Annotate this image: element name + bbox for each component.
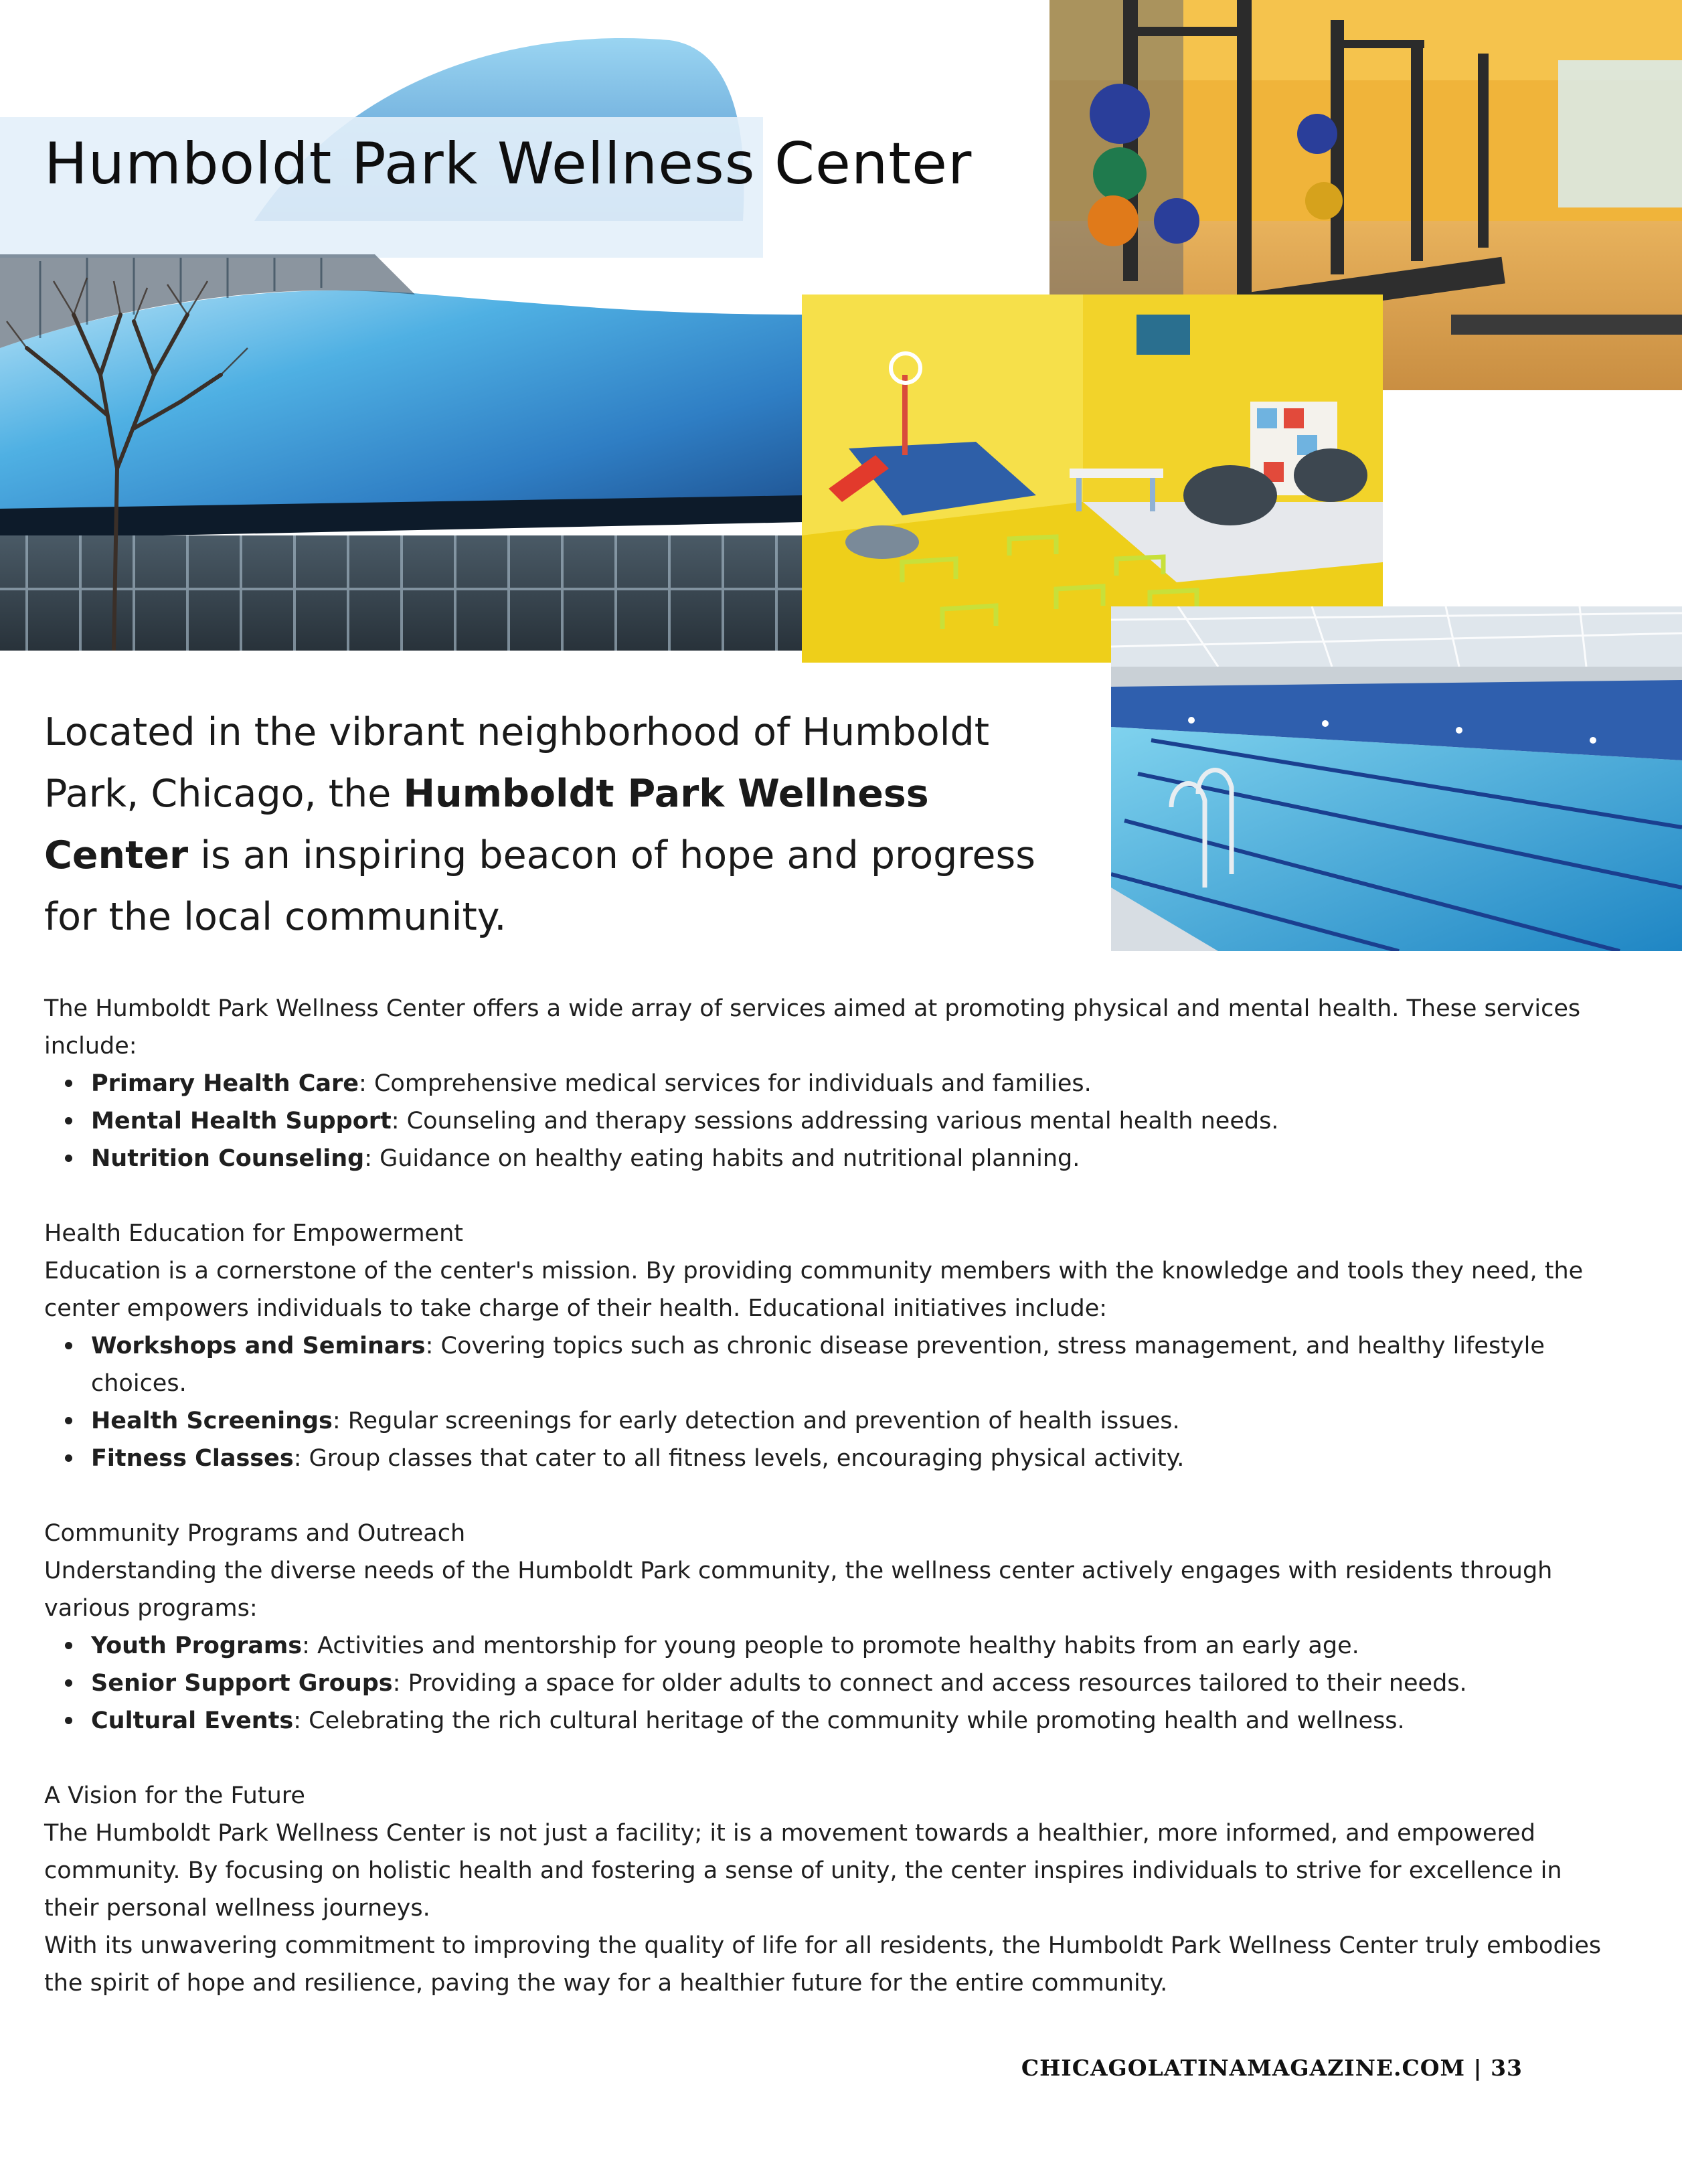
list-item-term: Senior Support Groups [91,1670,393,1697]
list-item-term: Cultural Events [91,1707,294,1734]
building-exterior-photo [0,0,803,651]
article-body [44,990,1610,2002]
list-item [91,1402,1610,1440]
page-title: Humboldt Park Wellness Center [44,131,973,197]
page-number: 33 [1491,2055,1523,2081]
list-item-text: : Providing a space for older adults to connect and access resources tailored to their needs. [392,1670,1467,1697]
list-item [91,1065,1610,1102]
list-item-text: : Counseling and therapy sessions addressing various mental health needs. [391,1108,1279,1135]
list-item-text: : Guidance on healthy eating habits and nutritional planning. [364,1145,1080,1172]
section-gap [44,1177,1610,1215]
intro-text-after: is an inspiring beacon of hope and progress for the local community. [44,833,1035,939]
list-item [91,1665,1610,1702]
intro-paragraph [44,701,1068,948]
education-lead: Education is a cornerstone of the center's mission. By providing community members with the knowledge and tools they need, the center empowers individuals to take charge of their health. Educational initiatives include: [44,1258,1584,1322]
footer-site-link[interactable]: CHICAGOLATINAMAGAZINE.COM [1021,2055,1466,2081]
vision-paragraph-1: The Humboldt Park Wellness Center is not just a facility; it is a movement towards a healthier, more informed, and empowered community. By focusing on holistic health and fostering a sense of unity, the center inspires individuals to strive for excellence in their personal wellness journeys. [44,1820,1562,1922]
list-item-term: Primary Health Care [91,1070,359,1097]
list-item-text: : Celebrating the rich cultural heritage of the community while promoting health and wellness. [293,1707,1405,1734]
list-item-text: : Group classes that cater to all fitness levels, encouraging physical activity. [293,1445,1185,1472]
education-list [44,1327,1610,1477]
intro-text-before: Located in the vibrant neighborhood of Humboldt Park, Chicago, the [44,710,990,816]
list-item [91,1102,1610,1140]
list-item-term: Youth Programs [91,1632,303,1659]
list-item-term: Workshops and Seminars [91,1333,426,1359]
section-gap [44,1740,1610,1777]
footer-separator: | [1473,2055,1483,2081]
list-item-text: : Regular screenings for early detection and prevention of health issues. [332,1408,1180,1434]
community-lead: Understanding the diverse needs of the Humboldt Park community, the wellness center actively engages with residents through various programs: [44,1558,1553,1622]
list-item-text: : Comprehensive medical services for individuals and families. [359,1070,1092,1097]
vision-paragraph-2: With its unwavering commitment to improving the quality of life for all residents, the Humboldt Park Wellness Center truly embodies the spirit of hope and resilience, paving the way for a healthier future for the entire community. [44,1932,1602,1997]
list-item-text: : Activities and mentorship for young people to promote healthy habits from an early age. [302,1632,1359,1659]
community-heading: Community Programs and Outreach [44,1520,466,1547]
list-item-term: Health Screenings [91,1408,333,1434]
page-footer [1014,2055,1523,2081]
education-heading: Health Education for Empowerment [44,1220,463,1247]
list-item-term: Mental Health Support [91,1108,392,1135]
community-list [44,1627,1610,1740]
list-item-term: Nutrition Counseling [91,1145,365,1172]
list-item-term: Fitness Classes [91,1445,294,1472]
list-item [91,1327,1610,1402]
list-item-text: : Covering topics such as chronic disease prevention, stress management, and healthy lifestyle choices. [91,1333,1545,1397]
section-gap [44,1477,1610,1515]
vision-heading: A Vision for the Future [44,1782,305,1809]
indoor-pool-photo [1111,606,1682,951]
services-lead: The Humboldt Park Wellness Center offers a wide array of services aimed at promoting physical and mental health. These services include: [44,995,1581,1060]
list-item [91,1702,1610,1740]
list-item [91,1627,1610,1665]
services-list [44,1065,1610,1177]
list-item [91,1140,1610,1177]
list-item [91,1440,1610,1477]
intro-highlight: Humboldt Park Wellness Center [44,772,929,877]
